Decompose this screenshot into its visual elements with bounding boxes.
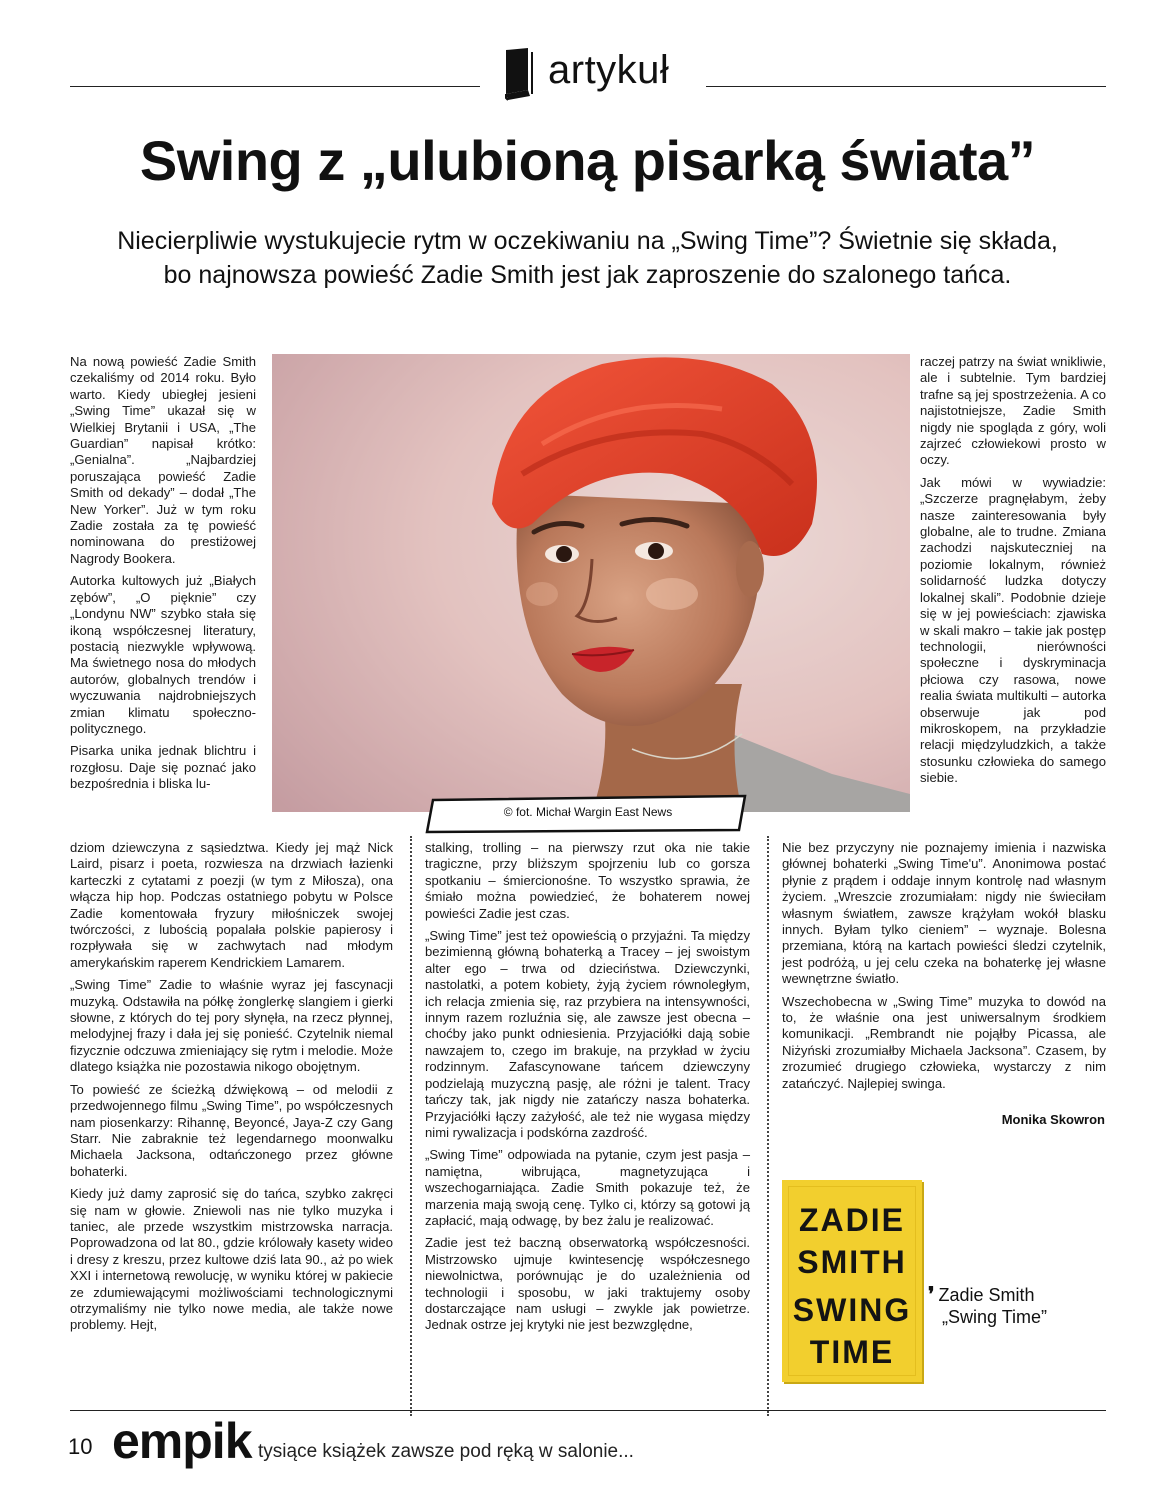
paragraph: „Swing Time” jest też opowieścią o przyjaźni. Ta między bezimienną główną bohaterką a Tracey – jej swoistym alter ego – trwa od dzieciństwa. Dziewczynki, nastolatki, a potem kobiety, żyją życiem równoległym, ich relacja zmienia się, raz przybiera na intensywności, innym razem rozluźnia się, ale zawsze jest obecna – choćby jako punkt odniesienia. Przyjaciółki dają sobie nawzajem to, czego im brakuje, na przykład w życiu rodzinnym. Zafascynowane tańcem dziewczyny podzielają muzyczną pasję, ale różni je talent. Tracy tańczy tak, jak nigdy nie zatańczy nasza bohaterka. Przyjaciółki łączy zażyłość, ale też nie wygasa między nimi rywalizacja i podskórna zazdrość. <box>425 928 750 1140</box>
photo-caption: © fot. Michał Wargin East News <box>503 805 673 819</box>
book-caption-author: Zadie Smith <box>938 1285 1035 1305</box>
cover-title-line: SMITH <box>797 1244 907 1280</box>
header-rule-right <box>706 86 1106 87</box>
header-rule-left <box>70 86 480 87</box>
brand-logo: empik <box>112 1413 252 1469</box>
paragraph: „Swing Time” odpowiada na pytanie, czym jest pasja – namiętna, wibrująca, magnetyzująca i wszechogarniająca. Zadie Smith pokazuje też, że marzenia mają swoją cenę. Tylko ci, którzy są gotowi ją zapłacić, mają odwagę, by bez żalu je realizować. <box>425 1147 750 1228</box>
paragraph: „Swing Time” Zadie to właśnie wyraz jej fascynacji muzyką. Odstawiła na półkę żonglerkę slangiem i gierki słowne, z których do tej pory słynęła, na rzecz płynnej, melodyjnej frazy i dała jej się ponieść. Czytelnik niemal fizycznie odczuwa zmieniający się rytm i melodie. Może dlatego książka nie pozostawia nikogo obojętnym. <box>70 977 393 1075</box>
paragraph: Jak mówi w wywiadzie: „Szczerze pragnęłabym, żeby nasze zainteresowania były globalne, ale to trudne. Zmiana zachodzi najskuteczniej na poziomie lokalnym, również solidarność ludzka dotyczy lokalnej skali”. Podobnie dzieje się w jej powieściach: zjawiska w skali makro – takie jak postęp technologii, nierówności społeczne i dyskryminacja płciowa czy rasowa, nowe realia świata multikulti – autorka obserwuje jak pod mikroskopem, na przykładzie relacji międzyludzkich, a także stosunku człowieka do samego siebie. <box>920 474 1106 786</box>
paragraph: Autorka kultowych już „Białych zębów”, „O pięknie” czy „Londynu NW” szybko stała się ikoną współczesnej literatury, postacią niezwykle wpływową. Ma świetnego nosa do młodych autorów, globalnych trendów i wyczuwania najdrobniejszych zmian klimatu społeczno-politycznego. <box>70 573 256 736</box>
paragraph: stalking, trolling – na pierwszy rzut oka nie takie tragiczne, przy bliższym spojrzeniu lub co gorsza spotkaniu – śmiercionośne. To wszystko sprawia, że śmiało można powiedzieć, że bohaterem nowej powieści Zadie jest czas. <box>425 840 750 921</box>
cover-title-line: SWING <box>792 1292 912 1328</box>
paragraph: Wszechobecna w „Swing Time” muzyka to dowód na to, że właśnie ona jest uniwersalnym środkiem komunikacji. „Rembrandt nie pojąłby Picassa, ale Niżyński zrozumiałby Michaela Jacksona”. Czasem, by zrozumieć drugiego człowieka, wystarczy z nim zatańczyć. Najlepiej swinga. <box>782 993 1106 1091</box>
author-photo <box>272 354 910 812</box>
column-c <box>782 840 1106 1098</box>
headline: Swing z „ulubioną pisarką świata” <box>139 129 1036 192</box>
column-b <box>425 840 750 1340</box>
cover-title-line: ZADIE <box>799 1202 905 1238</box>
paragraph: raczej patrzy na świat wnikliwie, ale i subtelnie. Tym bardziej trafne są jej spostrzeżenia. A co najistotniejsze, Zadie Smith nigdy nie spogląda z góry, woli zajrzeć człowiekowi prosto w oczy. <box>920 354 1106 468</box>
paragraph: Kiedy już damy zaprosić się do tańca, szybko zakręci się nam w głowie. Zniewoli nas nie tylko muzyka i taniec, ale przede wszystkim mistrzowska narracja. Poprowadzona od lat 80., gdzie królowały kasety wideo i dresy z kreszu, przez kultowe dziś lata 90., aż po wiek XXI i internetową rewolucję, w wyniku której w pakiecie ze zdumiewającymi możliwościami technologicznymi otrzymaliśmy nie tylko nowe media, ale także nowe problemy. Hejt, <box>70 1186 393 1333</box>
paragraph: Zadie jest też baczną obserwatorką współczesności. Mistrzowsko ujmuje kwintesencję współczesnego niewolnictwa, porównując je do uzależnienia od technologii i sposobu, w jaki traktujemy osoby dostarczające nam usługi – zwykle jak powietrze. Jednak ostrze jej krytyki nie jest bezwzględne, <box>425 1235 750 1333</box>
author-signature: Monika Skowron <box>1001 1112 1105 1127</box>
caption-arrow-icon: ❜ <box>928 1284 935 1306</box>
column-divider <box>767 836 769 1416</box>
book-caption <box>928 1284 1068 1328</box>
section-header <box>70 40 1106 100</box>
book-icon <box>498 46 538 102</box>
paragraph: Na nową powieść Zadie Smith czekaliśmy od 2014 roku. Było warto. Kiedy ubiegłej jesieni „Swing Time” ukazał się w Wielkiej Brytanii i USA, „The Guardian” napisał krótko: „Genialna”. „Najbardziej poruszająca powieść Zadie Smith od dekady” – dodał „The New Yorker”. Już w tym roku Zadie została za tę powieść nominowana do prestiżowej Nagrody Bookera. <box>70 354 256 566</box>
lead-paragraph: Niecierpliwie wystukujecie rytm w oczekiwaniu na „Swing Time”? Świetnie się składa, bo najnowsza powieść Zadie Smith jest jak zaproszenie do szalonego tańca. <box>117 227 1058 289</box>
footer-tagline: tysiące książek zawsze pod ręką w salonie... <box>258 1441 634 1462</box>
column-divider <box>410 836 412 1416</box>
paragraph: Nie bez przyczyny nie poznajemy imienia i nazwiska głównej bohaterki „Swing Time'u”. Anonimowa postać płynie z prądem i oddaje innym kontrolę nad własnym życiem. „Wreszcie zrozumiałam: nigdy nie świeciłam własnym światłem, zawsze krążyłam wokół blasku innych. Byłam tylko cieniem” – wyznaje. Bolesna przemiana, którą na kartach powieści śledzi czytelnik, jest podróżą, u jej celu czeka na bohaterkę jej własne wewnętrzne światło. <box>782 840 1106 987</box>
cover-title-line: TIME <box>809 1334 895 1370</box>
section-label: artykuł <box>548 48 670 92</box>
book-caption-title: „Swing Time” <box>942 1307 1048 1327</box>
footer-rule <box>70 1410 1106 1411</box>
paragraph: To powieść ze ścieżką dźwiękową – od melodii z przedwojennego filmu „Swing Time”, po współczesnych nam piosenkarzy: Rihannę, Beyoncé, Jaya-Z czy Gang Starr. Nie zabraknie też legendarnego moonwalku Michaela Jacksona, odtańczonego przez główne bohaterki. <box>70 1081 393 1179</box>
paragraph: dziom dziewczyna z sąsiedztwa. Kiedy jej mąż Nick Laird, pisarz i poeta, rozwiesza na drzwiach łazienki karteczki z cytatami z poezji (w tym z Miłosza), ona włącza hip hop. Podczas ostatniego pobytu w Polsce Zadie komentowała fryzury miłośniczek swojej twórczości, z lubością popalała polskie papierosy i rozpływała się w zachwytach nad młodym amerykańskim raperem Kendrickiem Lamarem. <box>70 840 393 970</box>
column-a <box>70 840 393 1340</box>
book-cover <box>782 1180 922 1382</box>
paragraph: Pisarka unika jednak blichtru i rozgłosu. Daje się poznać jako bezpośrednia i bliska lu- <box>70 743 256 792</box>
page-number: 10 <box>68 1434 93 1459</box>
column-right-top <box>920 354 1106 793</box>
column-left-top <box>70 354 256 799</box>
